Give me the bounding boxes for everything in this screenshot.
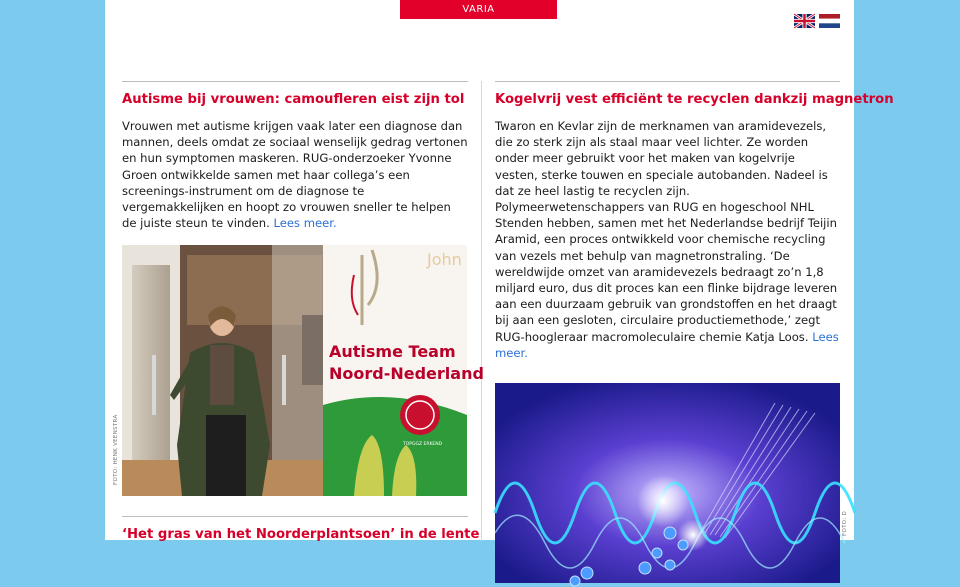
photo-credit: FOTO: HENK VEENSTRA xyxy=(113,414,119,485)
magazine-page xyxy=(105,0,894,543)
article-divider xyxy=(122,516,468,517)
read-more-link[interactable]: Lees meer. xyxy=(495,329,839,360)
banner-line-1: Autisme Team xyxy=(329,342,456,362)
section-label-varia[interactable]: VARIA xyxy=(400,0,557,19)
column-divider xyxy=(481,81,482,541)
left-column xyxy=(122,81,484,553)
article-title-autism[interactable]: Autisme bij vrouwen: camoufleren eist zijn tol xyxy=(122,92,465,107)
photo-credit: FOTO: D xyxy=(842,510,848,536)
article-divider xyxy=(122,81,468,82)
uk-flag-icon[interactable] xyxy=(794,14,815,28)
banner-line-2: Noord-Nederland xyxy=(329,364,484,384)
article-photo-autism[interactable] xyxy=(122,245,484,496)
article-photo-kevlar[interactable] xyxy=(495,383,840,583)
banner-top-text: John xyxy=(427,250,462,270)
article-divider xyxy=(495,81,840,82)
article-body-kevlar xyxy=(495,118,840,361)
article-body-autism xyxy=(122,118,468,231)
language-switcher xyxy=(794,14,840,28)
article-title-kevlar[interactable]: Kogelvrij vest efficiënt te recyclen dankzij magnetron xyxy=(495,92,894,107)
photo-woman-at-door xyxy=(122,245,484,496)
article-title-grass[interactable]: ‘Het gras van het Noorderplantsoen’ in de lente xyxy=(122,527,480,543)
article-text: Vrouwen met autisme krijgen vaak later een diagnose dan mannen, deels omdat ze sociaal wenselijk gedrag vertonen en hun symptomen maskeren. RUG-onderzoeker Yvonne Groen ontwikkelde samen met haar collega’s een screenings-instrument om de diagnose te vergemakkelijken en hoopt zo vrouwen sneller te helpen de juiste steun te vinden. xyxy=(122,119,468,231)
seal-text: TOPGGZ ERKEND xyxy=(403,442,443,448)
dutch-flag-icon[interactable] xyxy=(819,14,840,28)
photo-molecule-illustration xyxy=(495,383,840,583)
read-more-link[interactable]: Lees meer. xyxy=(273,216,337,231)
article-text: Twaron en Kevlar zijn de merknamen van aramidevezels, die zo sterk zijn als staal maar veel lichter. Ze worden onder meer gebruikt voor het maken van kogelvrije vesten, sterke touwen en speciale autobanden. Nadeel is dat ze heel lastig te recyclen zijn. Polymeerwetenschappers van RUG en hogeschool NHL Stenden hebben, samen met het Nederlandse bedrijf Teijin Aramid, een proces ontwikkeld voor chemische recycling van vezels met behulp van magnetronstraling. ‘De wereldwijde omzet van aramidevezels bedraagt zo’n 1,8 miljard euro, dus dit proces kan een flinke bijdrage leveren aan een duurzaam gebruik van grondstoffen en het draagt bij aan een gesloten, circulaire productiemethode,’ zegt RUG-hoogleraar macromoleculaire chemie Katja Loos. xyxy=(495,119,838,344)
